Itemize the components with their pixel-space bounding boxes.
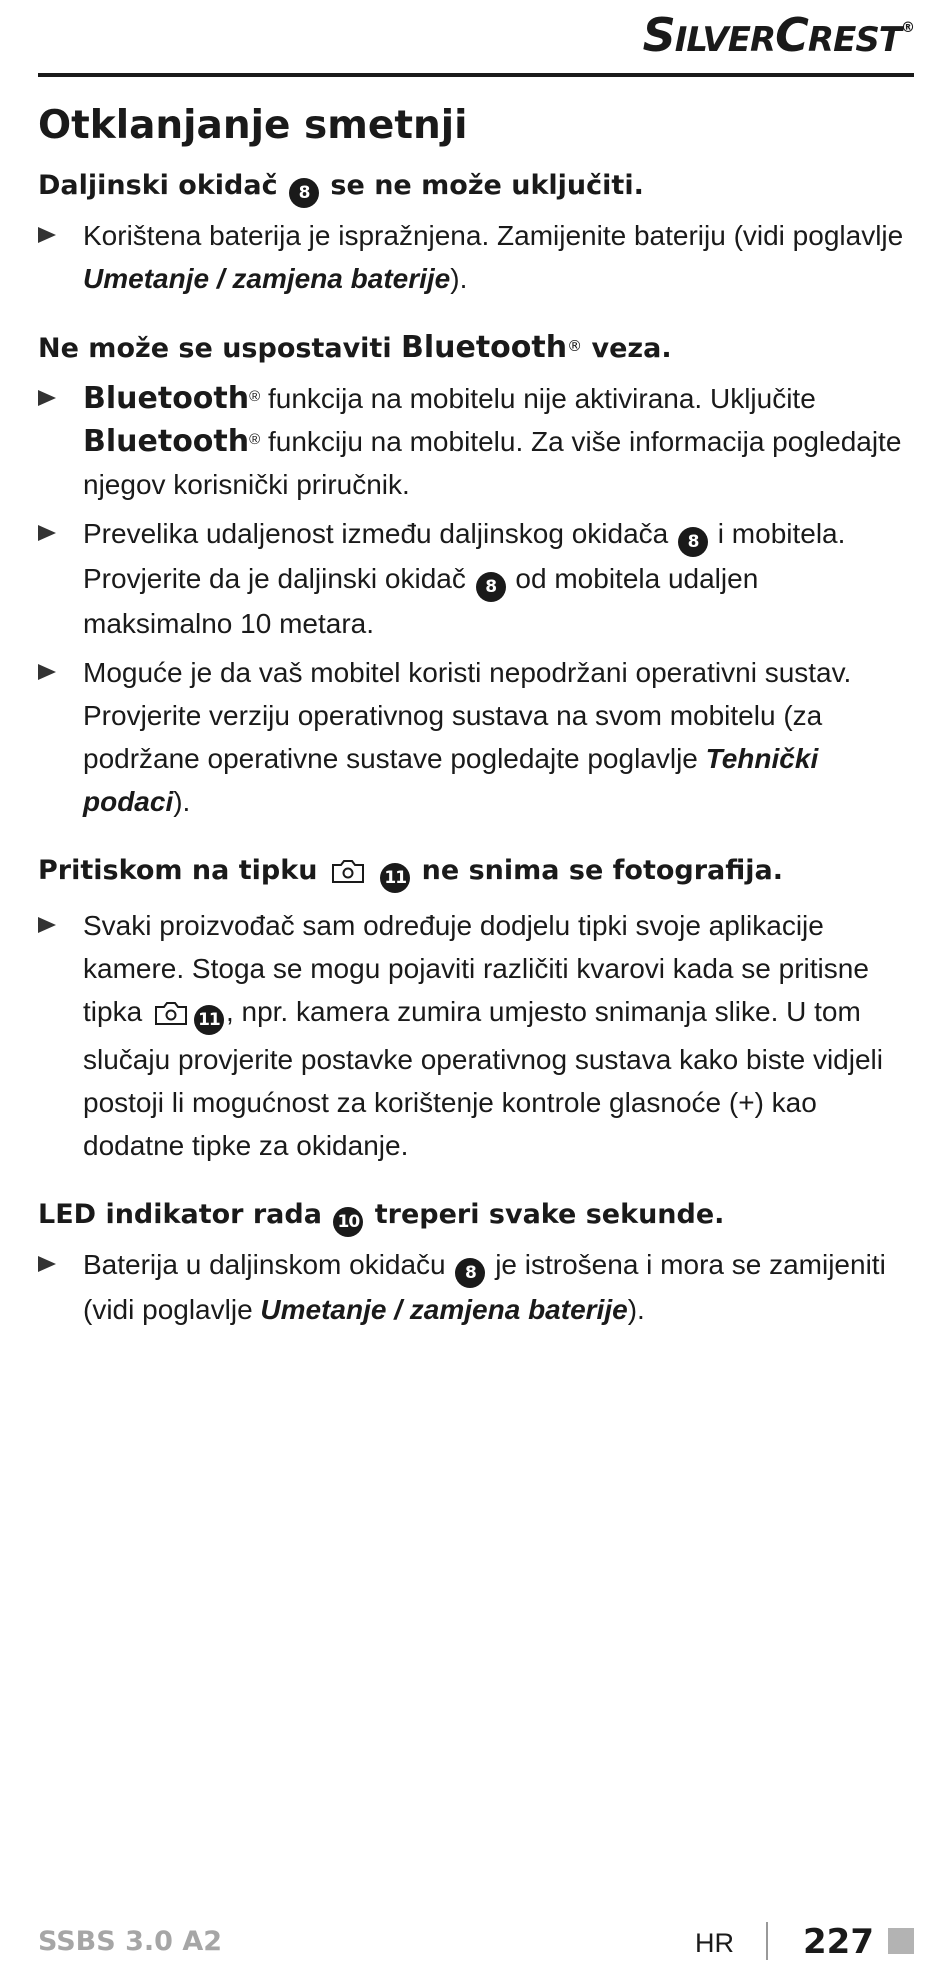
page-title: Otklanjanje smetnji	[38, 103, 468, 148]
chapter-reference: Tehnički podaci	[83, 743, 819, 817]
model-number: SSBS 3.0 A2	[38, 1926, 223, 1957]
section-remote-not-on	[38, 162, 914, 300]
bullet-arrow-icon	[38, 917, 56, 933]
part-number-badge: 8	[289, 178, 319, 208]
item-text: Svaki proizvođač sam određuje dodjelu tipki svoje aplikacije kamere. Stoga se mogu pojaviti različiti kvarovi kada se pritisne tipka 11 , npr. kamera zumira umjesto snimanja slike. U tom slučaju provjerite postavke operativnog sustava kako biste vidjeli postoji li mogućnost za korištenje kontrole glasnoće (+) kao dodatne tipke za okidanje.	[83, 910, 883, 1161]
list-item	[38, 904, 914, 1167]
item-text: Bluetooth® funkcija na mobitelu nije aktivirana. Uključite Bluetooth® funkciju na mobitelu. Za više informacija pogledajte njegov korisnički priručnik.	[83, 381, 902, 500]
item-text: Korištena baterija je ispražnjena. Zamijenite bateriju (vidi poglavlje Umetanje / zamjena baterije).	[83, 220, 904, 294]
page-content	[38, 96, 914, 1355]
part-number-badge: 10	[333, 1207, 363, 1237]
page-marker-square	[888, 1928, 914, 1954]
chapter-reference: Umetanje / zamjena baterije	[83, 263, 451, 294]
part-number-badge: 8	[476, 572, 506, 602]
bullet-arrow-icon	[38, 664, 56, 680]
list-item	[38, 377, 914, 506]
bullet-arrow-icon	[38, 1256, 56, 1272]
footer-divider	[766, 1922, 768, 1960]
section-bluetooth	[38, 324, 914, 823]
part-number-badge: 8	[455, 1258, 485, 1288]
section-title: LED indikator rada 10 treperi svake sekunde.	[38, 1191, 914, 1239]
language-code: HR	[695, 1928, 734, 1958]
camera-icon	[331, 852, 365, 900]
chapter-reference: Umetanje / zamjena baterije	[260, 1294, 628, 1325]
list-item	[38, 1243, 914, 1331]
part-number-badge: 8	[678, 527, 708, 557]
list-item	[38, 214, 914, 300]
list-item	[38, 512, 914, 645]
bullet-arrow-icon	[38, 390, 56, 406]
section-title: Pritiskom na tipku 11 ne snima se fotografija.	[38, 847, 914, 900]
bullet-arrow-icon	[38, 227, 56, 243]
item-text: Baterija u daljinskom okidaču 8 je istrošena i mora se zamijeniti (vidi poglavlje Umetanje / zamjena baterije).	[83, 1249, 886, 1325]
item-text: Prevelika udaljenost između daljinskog okidača 8 i mobitela. Provjerite da je daljinski okidač 8 od mobitela udaljen maksimalno 10 metara.	[83, 518, 846, 639]
page-footer	[38, 1922, 914, 1962]
section-title: Daljinski okidač 8 se ne može uključiti.	[38, 162, 914, 210]
header-rule	[38, 73, 914, 77]
bullet-arrow-icon	[38, 525, 56, 541]
part-number-badge: 11	[380, 863, 410, 893]
brand-logo: SILVERCREST®	[642, 8, 914, 62]
list-item	[38, 651, 914, 823]
section-photo-button	[38, 847, 914, 1167]
section-title: Ne može se uspostaviti Bluetooth® veza.	[38, 330, 672, 365]
page-number: 227	[803, 1922, 874, 1962]
section-led	[38, 1191, 914, 1331]
item-text: Moguće je da vaš mobitel koristi nepodržani operativni sustav. Provjerite verziju operativnog sustava na svom mobitelu (za podržane operativne sustave pogledajte poglavlje Tehnički podaci).	[83, 657, 852, 817]
camera-icon	[154, 995, 188, 1038]
part-number-badge: 11	[194, 1005, 224, 1035]
